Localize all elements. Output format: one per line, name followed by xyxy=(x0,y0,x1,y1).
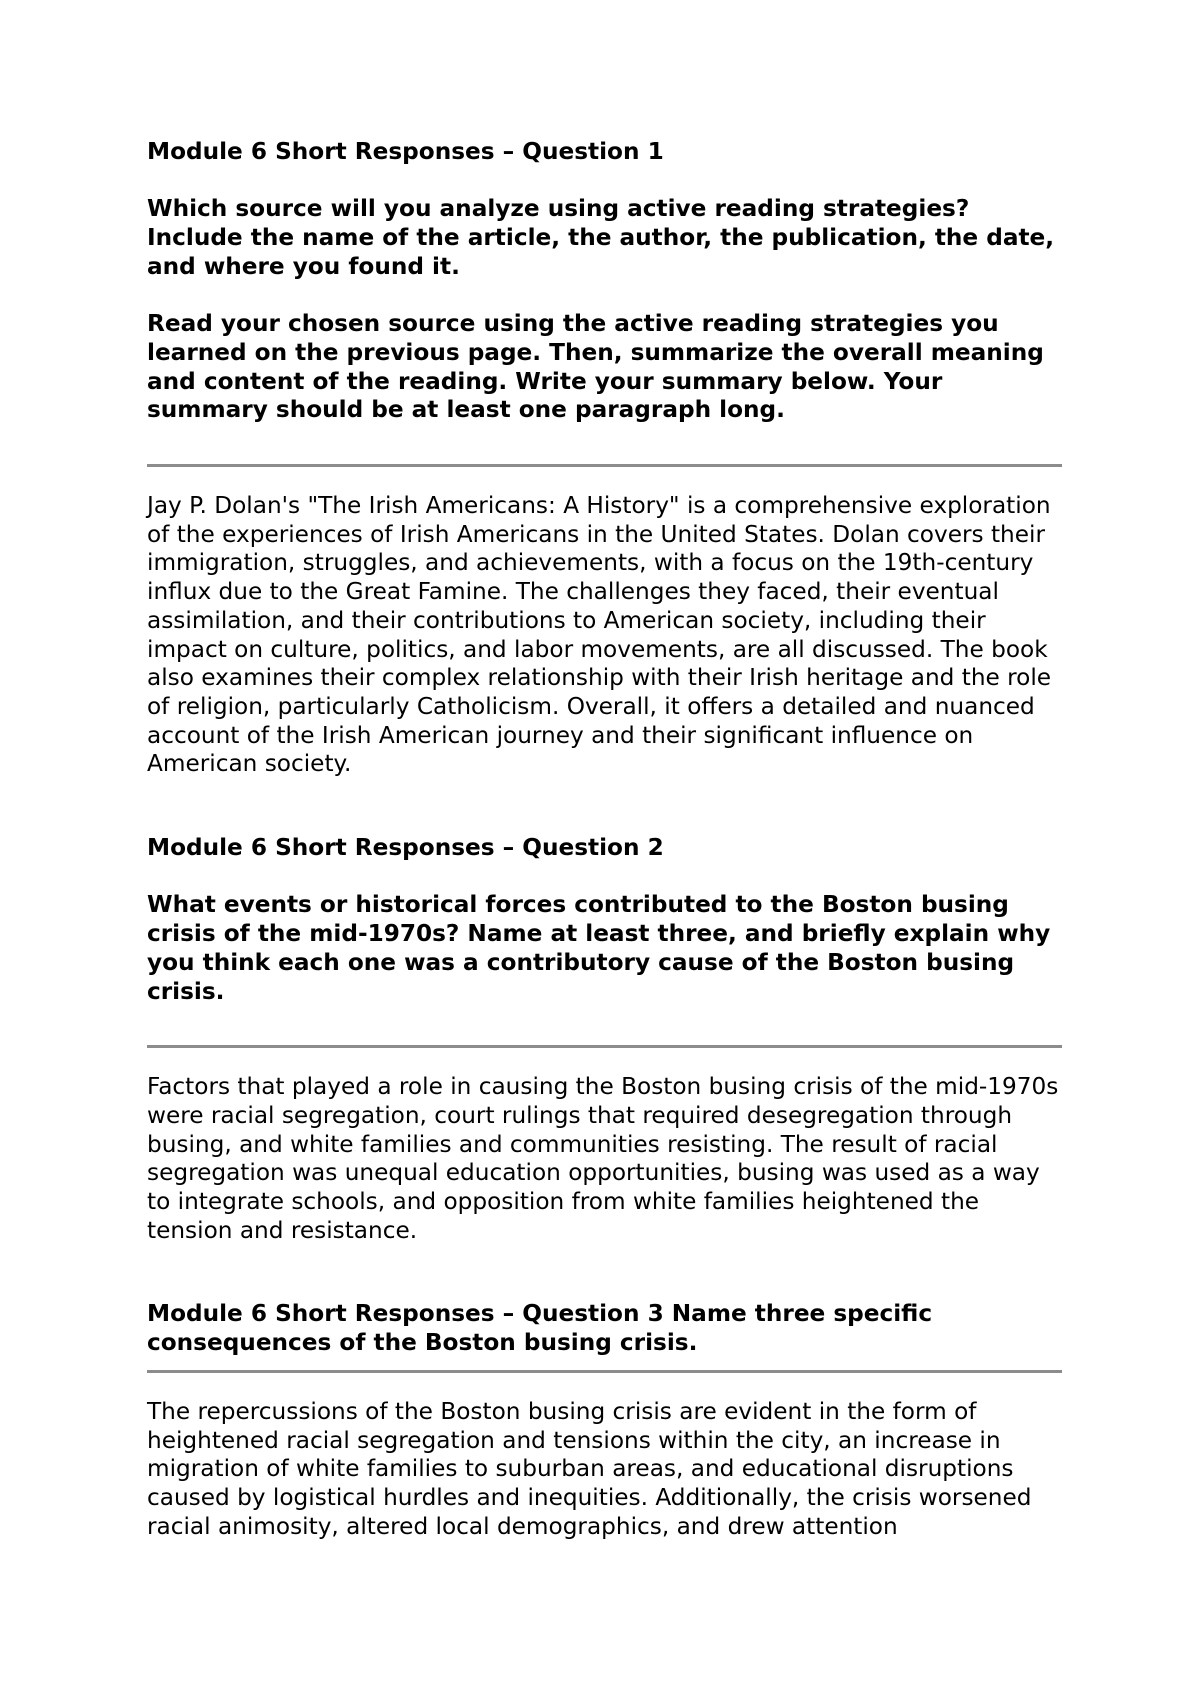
question-1-divider xyxy=(147,464,1062,467)
question-3-answer: The repercussions of the Boston busing crisis are evident in the form of heightened racial segregation and tensions within the city, an increase in migration of white families to suburban areas, and educational disruptions caused by logistical hurdles and inequities. Additionally, the crisis worsened racial animosity, altered local demographics, and drew attention xyxy=(147,1397,1032,1540)
question-2-answer: Factors that played a role in causing the Boston busing crisis of the mid-1970s were racial segregation, court rulings that required desegregation through busing, and white families and communities resisting. The result of racial segregation was unequal education opportunities, busing was used as a way to integrate schools, and opposition from white families heightened the tension and resistance. xyxy=(147,1073,1059,1244)
document-page xyxy=(147,138,1067,1541)
question-2-divider xyxy=(147,1045,1062,1048)
question-1-prompt xyxy=(147,195,1067,425)
question-2-prompt: What events or historical forces contributed to the Boston busing crisis of the mid-1970s? Name at least three, and briefly explain why you think each one was a contributory cause of the Boston busing crisis. xyxy=(147,891,1051,1005)
question-3-divider xyxy=(147,1370,1062,1373)
question-2-heading: Module 6 Short Responses – Question 2 xyxy=(147,834,664,862)
question-3-heading: Module 6 Short Responses – Question 3 Name three specific consequences of the Boston busing crisis. xyxy=(147,1300,933,1357)
question-1-answer: Jay P. Dolan's "The Irish Americans: A History" is a comprehensive exploration of the experiences of Irish Americans in the United States. Dolan covers their immigration, struggles, and achievements, with a focus on the 19th-century influx due to the Great Famine. The challenges they faced, their eventual assimilation, and their contributions to American society, including their impact on culture, politics, and labor movements, are all discussed. The book also examines their complex relationship with their Irish heritage and the role of religion, particularly Catholicism. Overall, it offers a detailed and nuanced account of the Irish American journey and their significant influence on American society. xyxy=(147,492,1052,778)
question-1-prompt-part-1: Which source will you analyze using active reading strategies? Include the name of the article, the author, the publication, the date, and where you found it. xyxy=(147,195,1055,280)
question-1-heading: Module 6 Short Responses – Question 1 xyxy=(147,138,664,165)
question-1-prompt-part-2: Read your chosen source using the active reading strategies you learned on the previous page. Then, summarize the overall meaning and content of the reading. Write your summary below. Your summary should be at least one paragraph long. xyxy=(147,310,1044,424)
